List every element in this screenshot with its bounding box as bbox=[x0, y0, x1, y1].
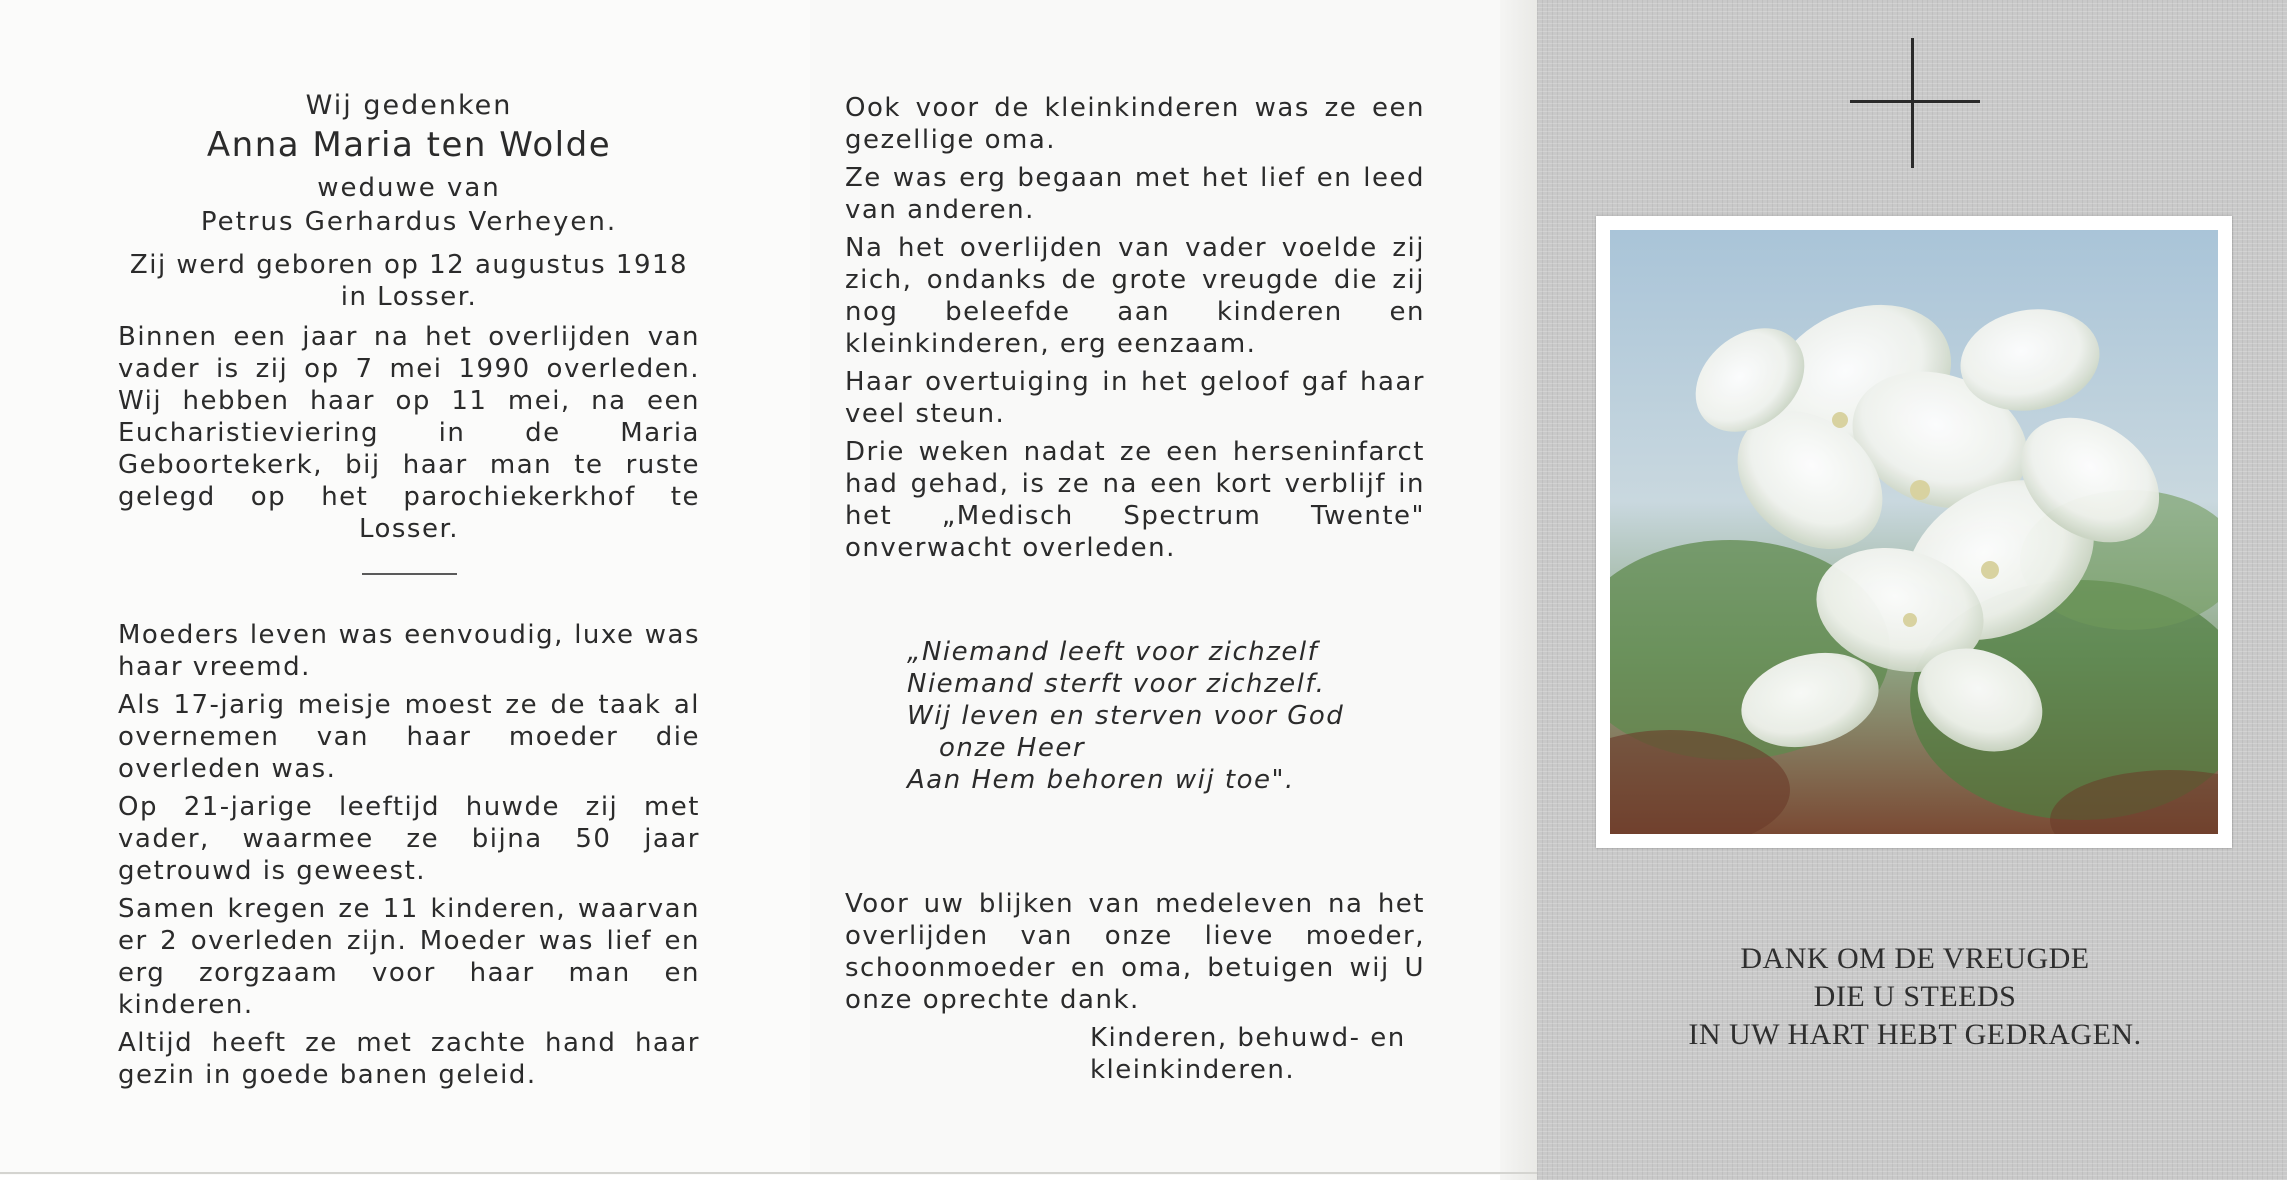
page-fold bbox=[1500, 0, 1537, 1180]
middle-page-text bbox=[845, 92, 1425, 1086]
poem-line-2: Niemand sterft voor zichzelf. bbox=[907, 669, 1326, 699]
signature-line-2: kleinkinderen. bbox=[1090, 1055, 1296, 1085]
husband-name: Petrus Gerhardus Verheyen. bbox=[200, 207, 618, 237]
memory-paragraph-4: Haar overtuiging in het geloof gaf haar veel steun. bbox=[845, 367, 1425, 429]
life-paragraph-3: Op 21-jarige leeftijd huwde zij met vader, waarmee ze bijna 50 jaar getrouwd is geweest. bbox=[118, 792, 700, 886]
closing-text bbox=[1600, 940, 2230, 1054]
signature-line-1: Kinderen, behuwd- en bbox=[1090, 1023, 1406, 1053]
left-page-text bbox=[118, 90, 700, 1091]
closing-line-2: DIE U STEEDS bbox=[1813, 980, 2017, 1013]
life-paragraph-2: Als 17-jarig meisje moest ze de taak al overnemen van haar moeder die overleden was. bbox=[118, 690, 700, 784]
signature bbox=[1090, 1022, 1425, 1086]
poem-line-3: Wij leven en sterven voor God bbox=[907, 701, 1345, 731]
closing-line-1: DANK OM DE VREUGDE bbox=[1740, 942, 2090, 975]
birth-line-1: Zij werd geboren op 12 augustus 1918 bbox=[129, 250, 689, 280]
thanks-paragraph: Voor uw blijken van medeleven na het overlijden van onze lieve moeder, schoonmoeder en oma, betuigen wij U onze oprechte dank. bbox=[845, 889, 1425, 1015]
cross-icon bbox=[1850, 38, 1980, 168]
poem-line-4: onze Heer bbox=[939, 733, 1086, 763]
death-paragraph: Binnen een jaar na het overlijden van vader is zij op 7 mei 1990 overleden. Wij hebben haar op 11 mei, na een Eucharistieviering in de Maria Geboortekerk, bij haar man te ruste gelegd op het parochiekerkhof te Losser. bbox=[118, 322, 700, 544]
blossom-image bbox=[1610, 230, 2218, 834]
deceased-name: Anna Maria ten Wolde bbox=[206, 125, 612, 165]
memory-paragraph-3: Na het overlijden van vader voelde zij zich, ondanks de grote vreugde die zij nog beleefde aan kinderen en kleinkinderen, erg eenzaam. bbox=[845, 233, 1425, 359]
poem-line-1: „Niemand leeft voor zichzelf bbox=[907, 637, 1319, 667]
memory-paragraph-5: Drie weken nadat ze een herseninfarct had gehad, is ze na een kort verblijf in het „Medisch Spectrum Twente" onverwacht overleden. bbox=[845, 437, 1425, 563]
section-divider bbox=[362, 573, 457, 575]
poem-line-5: Aan Hem behoren wij toe". bbox=[907, 765, 1295, 795]
remembrance-heading: Wij gedenken bbox=[305, 90, 513, 121]
memory-paragraph-2: Ze was erg begaan met het lief en leed van anderen. bbox=[845, 163, 1425, 225]
birth-line-2: in Losser. bbox=[340, 282, 478, 312]
widow-of-label: weduwe van bbox=[317, 173, 501, 203]
life-paragraph-5: Altijd heeft ze met zachte hand haar gezin in goede banen geleid. bbox=[118, 1028, 700, 1090]
life-paragraph-1: Moeders leven was eenvoudig, luxe was haar vreemd. bbox=[118, 620, 700, 682]
poem bbox=[907, 636, 1425, 796]
life-paragraph-4: Samen kregen ze 11 kinderen, waarvan er 2 overleden zijn. Moeder was lief en erg zorgzaam voor haar man en kinderen. bbox=[118, 894, 700, 1020]
flower-photo bbox=[1596, 216, 2232, 848]
thanks-block bbox=[845, 888, 1425, 1016]
memory-paragraph-1: Ook voor de kleinkinderen was ze een gezellige oma. bbox=[845, 93, 1425, 155]
closing-line-3: IN UW HART HEBT GEDRAGEN. bbox=[1688, 1018, 2142, 1051]
card-edge bbox=[0, 1172, 1537, 1174]
